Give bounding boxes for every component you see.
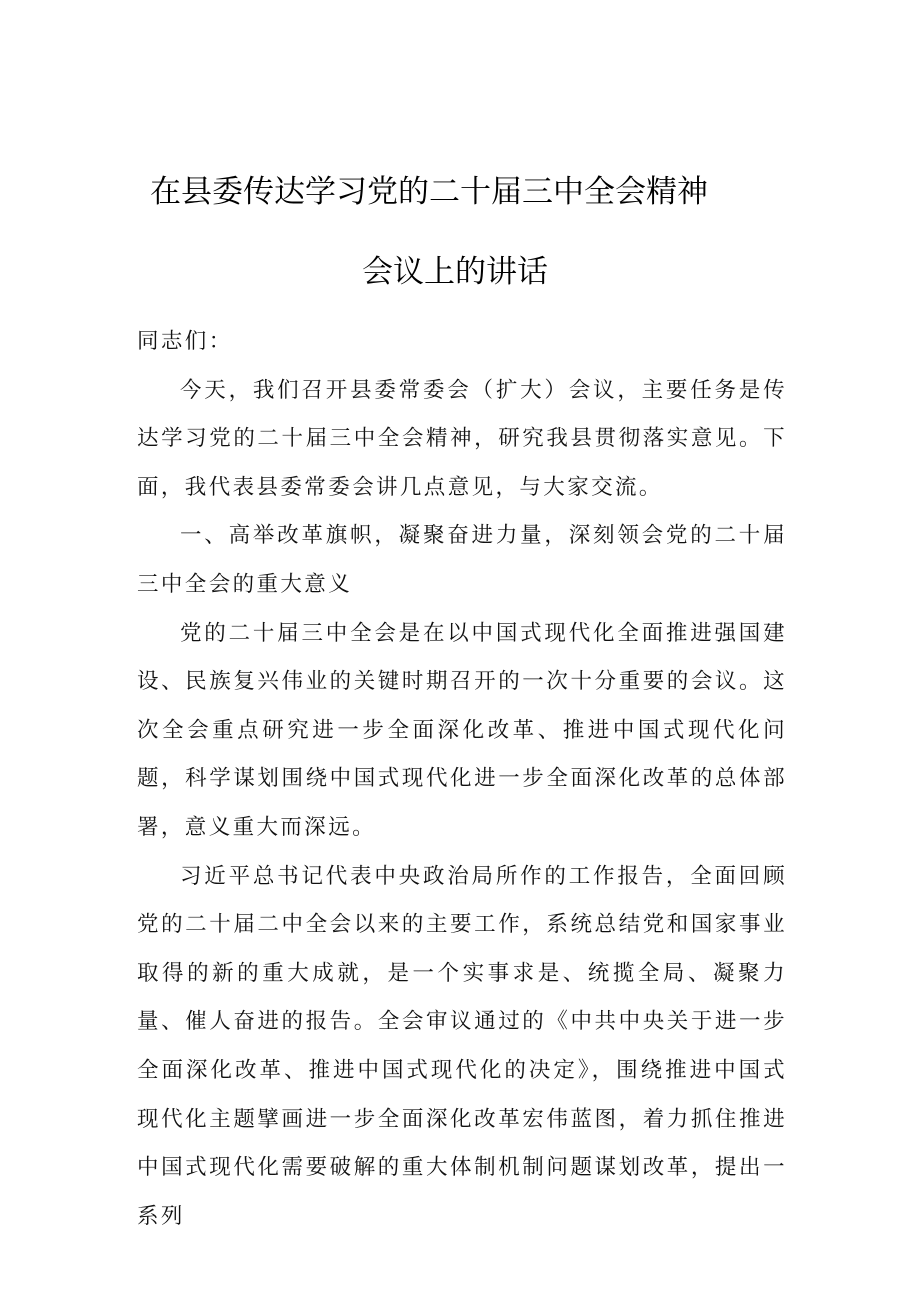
document-body [137, 318, 787, 1241]
section-heading-1: 一、高举改革旗帜，凝聚奋进力量，深刻领会党的二十届三中全会的重大意义 [137, 523, 787, 597]
paragraph-plenum-significance: 党的二十届三中全会是在以中国式现代化全面推进强国建设、民族复兴伟业的关键时期召开的一次十分重要的会议。这次全会重点研究进一步全面深化改革、推进中国式现代化问题，科学谋划围绕中国式现代化进一步全面深化改革的总体部署，意义重大而深远。 [137, 620, 787, 840]
document-title-line-2: 会议上的讲话 [362, 254, 548, 290]
document-title-line-1: 在县委传达学习党的二十届三中全会精神 [150, 174, 708, 210]
paragraph-intro: 今天，我们召开县委常委会（扩大）会议，主要任务是传达学习党的二十届三中全会精神，研究我县贯彻落实意见。下面，我代表县委常委会讲几点意见，与大家交流。 [137, 377, 787, 500]
salutation: 同志们： [137, 329, 233, 354]
paragraph-work-report: 习近平总书记代表中央政治局所作的工作报告，全面回顾党的二十届二中全会以来的主要工作，系统总结党和国家事业取得的新的重大成就，是一个实事求是、统揽全局、凝聚力量、催人奋进的报告。全会审议通过的《中共中央关于进一步全面深化改革、推进中国式现代化的决定》，围绕推进中国式现代化主题擘画进一步全面深化改革宏伟蓝图，着力抓住推进中国式现代化需要破解的重大体制机制问题谋划改革，提出一系列 [137, 863, 787, 1229]
